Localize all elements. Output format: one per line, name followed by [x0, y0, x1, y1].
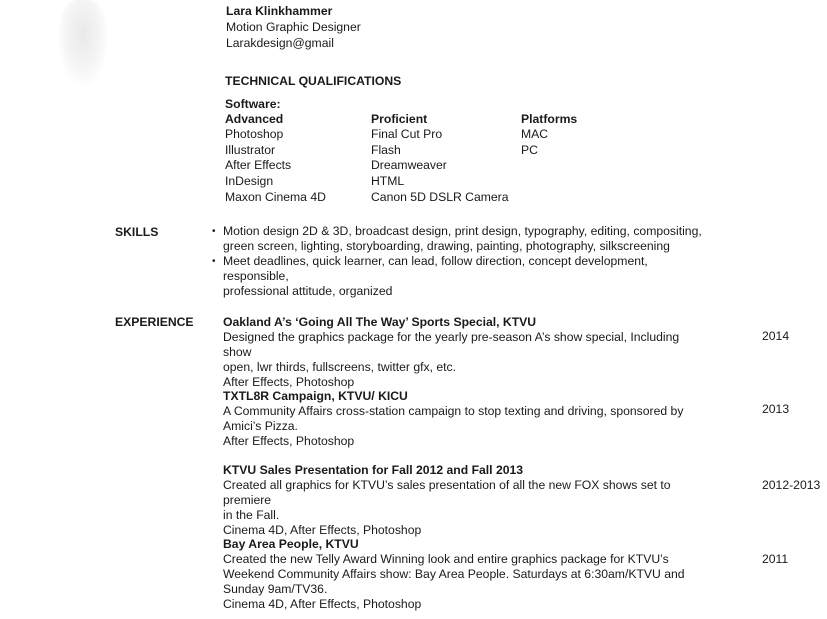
entry-line: Cinema 4D, After Effects, Photoshop: [223, 523, 422, 537]
skill-line: • Motion design 2D & 3D, broadcast design, print design, typography, editing, compositing,: [223, 224, 702, 238]
list-item: MAC: [521, 127, 549, 141]
entry-title: KTVU Sales Presentation for Fall 2012 and Fall 2013: [223, 463, 524, 477]
entry-title: TXTL8R Campaign, KTVU/ KICU: [223, 389, 408, 403]
skills-heading: SKILLS: [115, 225, 159, 239]
experience-entry: [223, 389, 703, 449]
list-item: Flash: [371, 142, 401, 157]
candidate-role: Motion Graphic Designer: [226, 20, 361, 34]
experience-entry: [223, 315, 703, 390]
column-proficient: [371, 112, 509, 206]
entry-line: After Effects, Photoshop: [223, 434, 355, 448]
entry-year: 2012-2013: [762, 478, 821, 492]
column-platforms: [521, 112, 577, 158]
technical-heading: TECHNICAL QUALIFICATIONS: [225, 74, 402, 88]
column-title: Advanced: [225, 112, 284, 126]
list-item: Dreamweaver: [371, 158, 447, 173]
experience-heading: EXPERIENCE: [115, 315, 194, 329]
entry-title: Oakland A’s ‘Going All The Way’ Sports Special, KTVU: [223, 315, 537, 329]
column-title: Platforms: [521, 112, 578, 126]
list-item: PC: [521, 142, 538, 157]
experience-entry: [223, 537, 703, 612]
entry-line: Created the new Telly Award Winning look and entire graphics package for KTVU’s: [223, 552, 669, 566]
list-item: Photoshop: [225, 127, 284, 141]
column-advanced: [225, 112, 326, 206]
entry-line: Cinema 4D, After Effects, Photoshop: [223, 597, 422, 611]
list-item: Maxon Cinema 4D: [225, 189, 326, 204]
list-item: Canon 5D DSLR Camera: [371, 189, 509, 204]
skills-list: [210, 224, 710, 299]
list-item: HTML: [371, 174, 405, 189]
entry-line: A Community Affairs cross-station campaign to stop texting and driving, sponsored by: [223, 404, 684, 418]
skill-line: green screen, lighting, storyboarding, drawing, painting, photography, silkscreening: [223, 239, 670, 253]
entry-line: Designed the graphics package for the yearly pre-season A’s show special, Including show: [223, 330, 680, 359]
entry-line: After Effects, Photoshop: [223, 375, 355, 389]
list-item: Illustrator: [225, 142, 276, 157]
entry-line: Weekend Community Affairs show: Bay Area People. Saturdays at 6:30am/KTVU and: [223, 567, 685, 581]
entry-year: 2013: [762, 402, 790, 416]
list-item: InDesign: [225, 174, 274, 189]
list-item: After Effects: [225, 158, 292, 173]
entry-line: Amici’s Pizza.: [223, 419, 298, 433]
candidate-name: Lara Klinkhammer: [226, 4, 333, 18]
skill-line: professional attitude, organized: [223, 284, 393, 298]
list-item: [210, 224, 710, 254]
entry-line: Created all graphics for KTVU’s sales presentation of all the new FOX shows set to premiere: [223, 478, 671, 507]
software-label: Software:: [225, 97, 281, 111]
entry-line: in the Fall.: [223, 508, 280, 522]
entry-year: 2014: [762, 329, 790, 343]
experience-entry: [223, 463, 703, 538]
entry-line: Sunday 9am/TV36.: [223, 582, 328, 596]
entry-year: 2011: [762, 552, 789, 566]
list-item: Final Cut Pro: [371, 127, 443, 141]
column-title: Proficient: [371, 112, 428, 126]
logo-watermark: [58, 0, 108, 85]
entry-title: Bay Area People, KTVU: [223, 537, 359, 551]
list-item: [210, 254, 710, 299]
candidate-email: Larakdesign@gmail: [226, 36, 334, 50]
entry-line: open, lwr thirds, fullscreens, twitter gfx, etc.: [223, 360, 457, 374]
skill-line: • Meet deadlines, quick learner, can lead, follow direction, concept development, responsible,: [223, 254, 648, 283]
